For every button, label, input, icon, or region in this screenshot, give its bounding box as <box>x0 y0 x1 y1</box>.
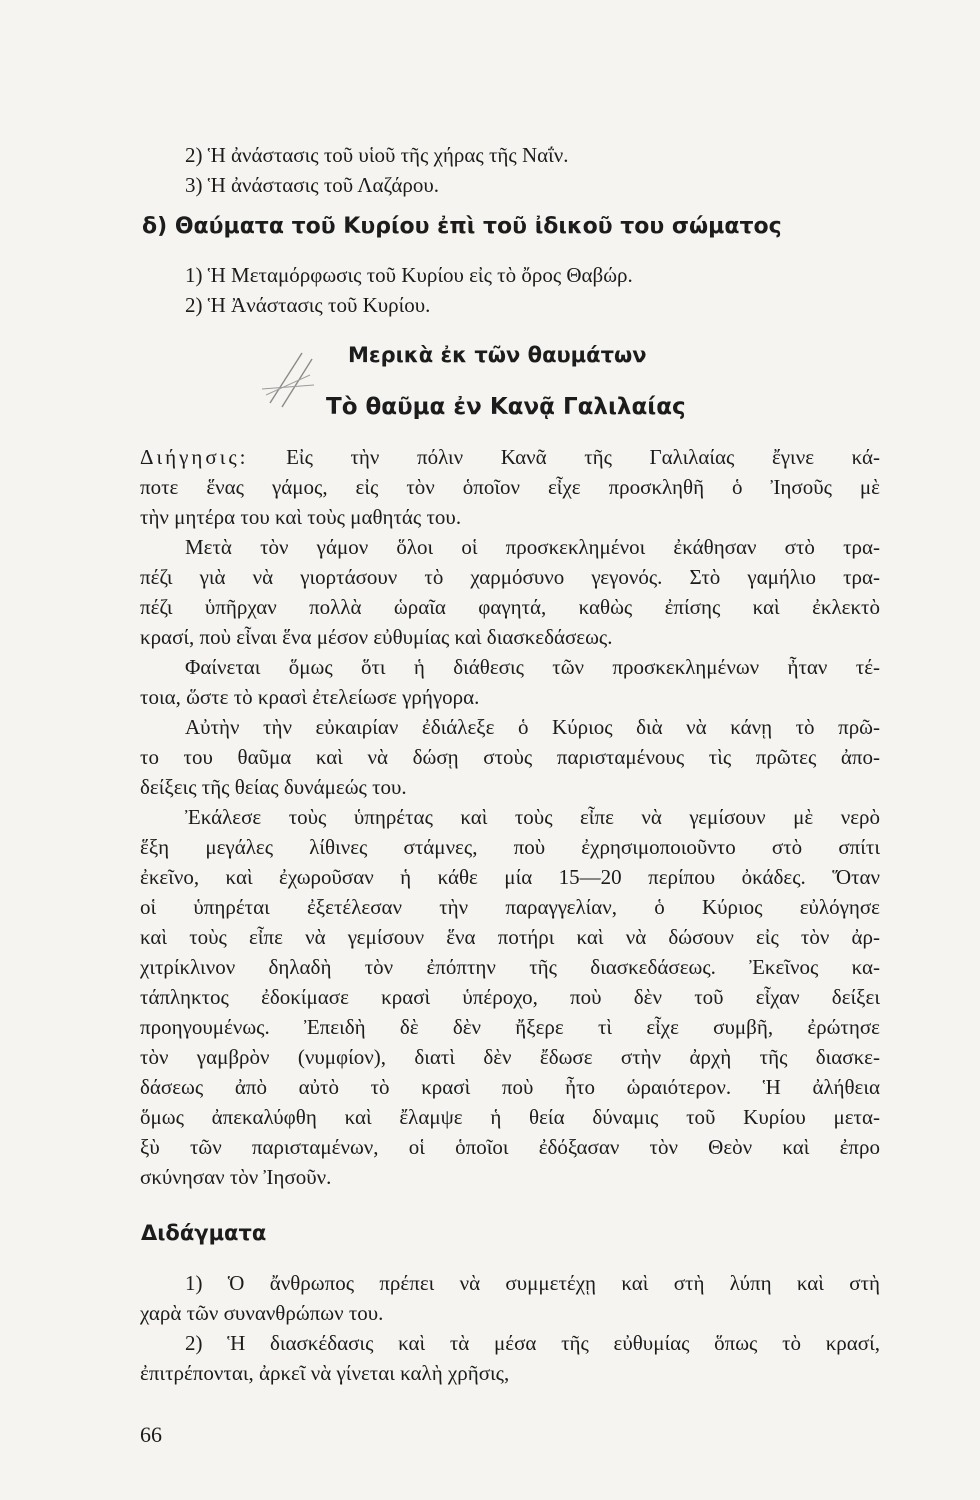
narration-line: τὸν γαμβρὸν (νυμφίον), διατὶ δὲν ἔδωσε στὴν ἀρχὴ τῆς διασκε- <box>140 1045 880 1069</box>
narration-line: τοια, ὥστε τὸ κρασὶ ἐτελείωσε γρήγορα. <box>140 685 480 709</box>
narration-line: το του θαῦμα καὶ νὰ δώσῃ στοὺς παρισταμένους τὶς πρῶτες ἀπο- <box>140 745 880 769</box>
narration-line: τὴν μητέρα του καὶ τοὺς μαθητάς του. <box>140 505 462 529</box>
narration-line: ἐκεῖνο, καὶ ἐχωροῦσαν ἡ κάθε μία 15—20 περίπου ὀκάδες. Ὅταν <box>140 865 880 889</box>
narration-text: Εἰς τὴν πόλιν Κανᾶ τῆς Γαλιλαίας ἔγινε κά- <box>248 445 880 469</box>
narration-line: Μετὰ τὸν γάμον ὅλοι οἱ προσκεκλημένοι ἐκάθησαν στὸ τρα- <box>185 535 880 559</box>
lesson-line: ἐπιτρέπονται, ἀρκεῖ νὰ γίνεται καλὴ χρῆσις, <box>140 1361 510 1385</box>
lesson-line: 1) Ὁ ἄνθρωπος πρέπει νὰ συμμετέχῃ καὶ στὴ λύπη καὶ στὴ <box>185 1271 880 1295</box>
narration-line: οἱ ὑπηρέται ἐξετέλεσαν τὴν παραγγελίαν, ὁ Κύριος εὐλόγησε <box>140 895 880 919</box>
narration-label: Διήγησις: <box>140 445 249 469</box>
narration-line: ἕξη μεγάλες λίθινες στάμνες, ποὺ ἐχρησιμοποιοῦντο στὸ σπίτι <box>140 835 880 859</box>
narration-line: προηγουμένως. Ἐπειδὴ δὲ δὲν ἤξερε τὶ εἶχε συμβῆ, ἐρώτησε <box>140 1015 880 1039</box>
pencil-mark-icon <box>252 345 322 415</box>
lesson-line: 2) Ἡ διασκέδασις καὶ τὰ μέσα τῆς εὐθυμίας ὅπως τὸ κρασί, <box>185 1331 880 1355</box>
narration-line: ὅμως ἀπεκαλύφθη καὶ ἔλαμψε ἡ θεία δύναμις τοῦ Κυρίου μετα- <box>140 1105 880 1129</box>
narration-line: δάσεως ἀπὸ αὐτὸ τὸ κρασὶ ποὺ ἦτο ὡραιότερον. Ἡ ἀλήθεια <box>140 1075 880 1099</box>
section-d-item-2: 2) Ἡ Ἀνάστασις τοῦ Κυρίου. <box>185 293 431 317</box>
page-number: 66 <box>140 1422 162 1447</box>
intro-item-2: 2) Ἡ ἀνάστασις τοῦ υἱοῦ τῆς χήρας τῆς Ναΐν. <box>185 143 569 167</box>
narration-line: καὶ τοὺς εἶπε νὰ γεμίσουν ἕνα ποτήρι καὶ νὰ δώσουν εἰς τὸν ἀρ- <box>140 925 880 949</box>
narration-line: δείξεις τῆς θείας δυνάμεώς του. <box>140 775 407 799</box>
narration-line: χιτρίκλινον δηλαδὴ τὸν ἐπόπτην τῆς διασκεδάσεως. Ἐκεῖνος κα- <box>140 955 880 979</box>
section-d-heading: δ) Θαύματα τοῦ Κυρίου ἐπὶ τοῦ ἰδικοῦ του σώματος <box>142 214 782 239</box>
chapter-title: Μερικὰ ἐκ τῶν θαυμάτων <box>348 343 647 367</box>
narration-line: ξὺ τῶν παρισταμένων, οἱ ὁποῖοι ἐδόξασαν τὸν Θεὸν καὶ ἐπρο <box>140 1135 880 1159</box>
section-d-item-1: 1) Ἡ Μεταμόρφωσις τοῦ Κυρίου εἰς τὸ ὄρος Θαβώρ. <box>185 263 633 287</box>
narration-line: Ἐκάλεσε τοὺς ὑπηρέτας καὶ τοὺς εἶπε νὰ γεμίσουν μὲ νερὸ <box>185 805 880 829</box>
narration-line: ποτε ἕνας γάμος, εἰς τὸν ὁποῖον εἶχε προσκληθῆ ὁ Ἰησοῦς μὲ <box>140 475 880 499</box>
narration-line: Φαίνεται ὅμως ὅτι ἡ διάθεσις τῶν προσκεκλημένων ἦταν τέ- <box>185 655 880 679</box>
narration-line: Αὐτὴν τὴν εὐκαιρίαν ἐδιάλεξε ὁ Κύριος διὰ νὰ κάνῃ τὸ πρῶ- <box>185 715 880 739</box>
narration-line: σκύνησαν τὸν Ἰησοῦν. <box>140 1165 332 1189</box>
intro-item-3: 3) Ἡ ἀνάστασις τοῦ Λαζάρου. <box>185 173 440 197</box>
narration-line: πέζι γιὰ νὰ γιορτάσουν τὸ χαρμόσυνο γεγονός. Στὸ γαμήλιο τρα- <box>140 565 880 589</box>
lesson-line: χαρὰ τῶν συνανθρώπων του. <box>140 1301 384 1325</box>
narration-line: τάπληκτος ἐδοκίμασε κρασὶ ὑπέροχο, ποὺ δὲν τοῦ εἶχαν δείξει <box>140 985 880 1009</box>
narration-line: κρασί, ποὺ εἶναι ἕνα μέσον εὐθυμίας καὶ διασκεδάσεως. <box>140 625 613 649</box>
narration-line: πέζι ὑπῆρχαν πολλὰ ὡραῖα φαγητά, καθὼς ἐπίσης καὶ ἐκλεκτὸ <box>140 595 880 619</box>
narration-line-1 <box>140 442 880 472</box>
story-title: Τὸ θαῦμα ἐν Κανᾷ Γαλιλαίας <box>326 394 686 420</box>
lessons-heading: Διδάγματα <box>141 1221 267 1245</box>
